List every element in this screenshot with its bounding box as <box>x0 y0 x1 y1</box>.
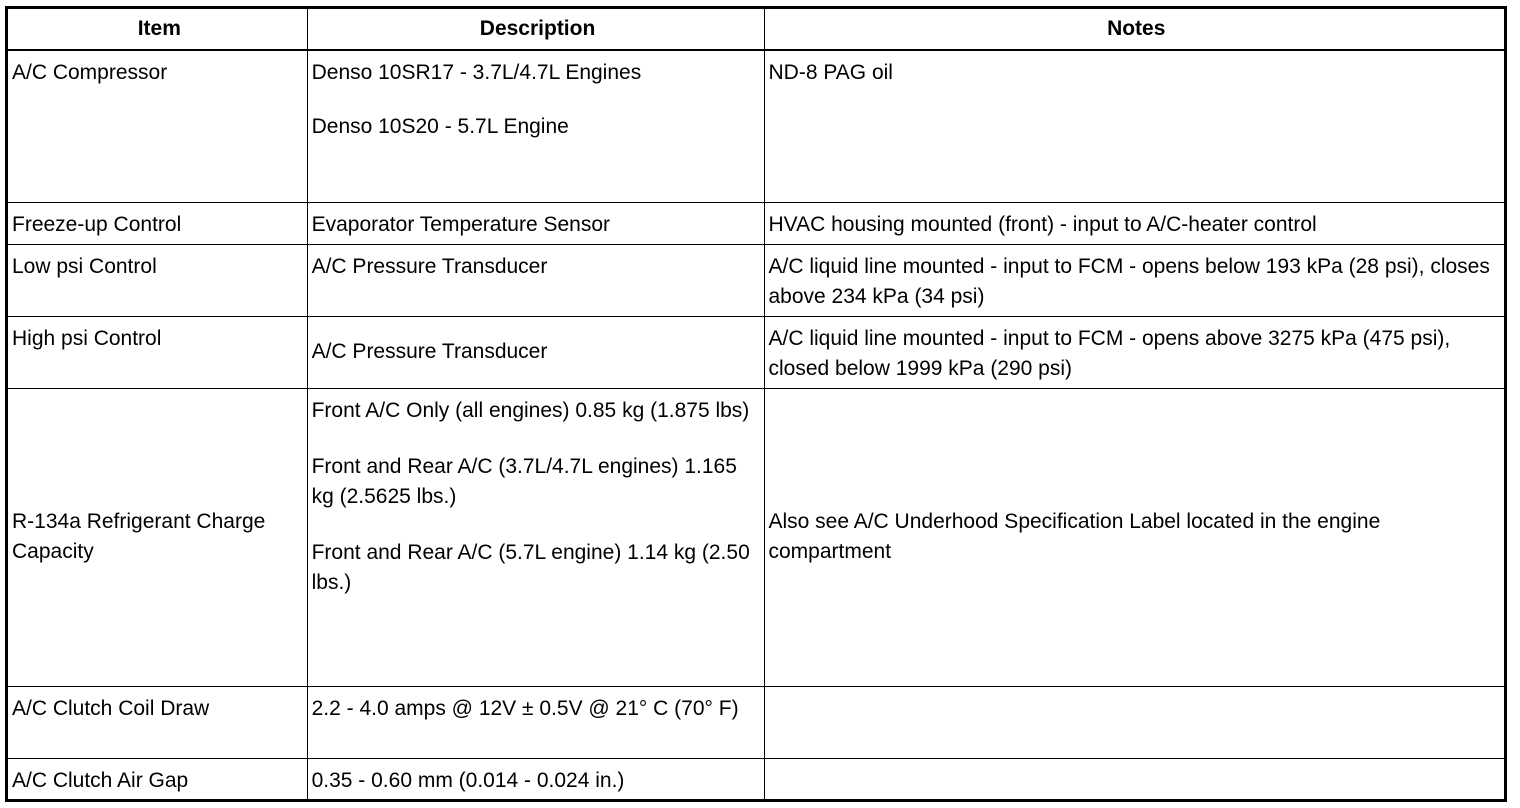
description-cell <box>307 50 764 202</box>
item-cell: Low psi Control <box>7 244 308 316</box>
table-row <box>7 202 1506 244</box>
notes-cell <box>764 758 1506 800</box>
table-row <box>7 50 1506 202</box>
description-cell <box>307 686 764 758</box>
description-line: Front A/C Only (all engines) 0.85 kg (1.875 lbs) <box>311 398 750 422</box>
ac-specifications-table <box>5 6 1507 802</box>
notes-cell <box>764 686 1506 758</box>
table-row <box>7 758 1506 800</box>
notes-cell: HVAC housing mounted (front) - input to A/C-heater control <box>764 202 1506 244</box>
header-item: Item <box>7 8 308 51</box>
table-row <box>7 388 1506 686</box>
notes-cell: A/C liquid line mounted - input to FCM - opens below 193 kPa (28 psi), closes above 234 kPa (34 psi) <box>764 244 1506 316</box>
table-row <box>7 686 1506 758</box>
item-cell: A/C Clutch Coil Draw <box>7 686 308 758</box>
item-cell: A/C Compressor <box>7 50 308 202</box>
item-cell: High psi Control <box>7 316 308 388</box>
description-line: Denso 10S20 - 5.7L Engine <box>311 115 569 138</box>
header-row <box>7 8 1506 51</box>
item-cell: A/C Clutch Air Gap <box>7 758 308 800</box>
description-line: Front and Rear A/C (3.7L/4.7L engines) 1.165 kg (2.5625 lbs.) <box>311 454 737 508</box>
table-row <box>7 244 1506 316</box>
description-line: 2.2 - 4.0 amps @ 12V ± 0.5V @ 21° C (70° F) <box>311 696 739 720</box>
table-row <box>7 316 1506 388</box>
notes-cell: A/C liquid line mounted - input to FCM - opens above 3275 kPa (475 psi), closed below 1999 kPa (290 psi) <box>764 316 1506 388</box>
description-cell <box>307 316 764 388</box>
description-line: A/C Pressure Transducer <box>311 254 548 278</box>
notes-cell: Also see A/C Underhood Specification Label located in the engine compartment <box>764 388 1506 686</box>
description-line: Denso 10SR17 - 3.7L/4.7L Engines <box>311 61 642 84</box>
item-cell: R-134a Refrigerant Charge Capacity <box>7 388 308 686</box>
header-description: Description <box>307 8 764 51</box>
description-cell <box>307 758 764 800</box>
description-cell <box>307 202 764 244</box>
description-line: Evaporator Temperature Sensor <box>311 212 611 236</box>
description-line: Front and Rear A/C (5.7L engine) 1.14 kg (2.50 lbs.) <box>311 540 750 594</box>
description-line: 0.35 - 0.60 mm (0.014 - 0.024 in.) <box>311 768 625 792</box>
notes-cell: ND-8 PAG oil <box>764 50 1506 202</box>
description-cell <box>307 244 764 316</box>
header-notes: Notes <box>764 8 1506 51</box>
item-cell: Freeze-up Control <box>7 202 308 244</box>
description-cell <box>307 388 764 686</box>
description-line: A/C Pressure Transducer <box>311 340 548 364</box>
